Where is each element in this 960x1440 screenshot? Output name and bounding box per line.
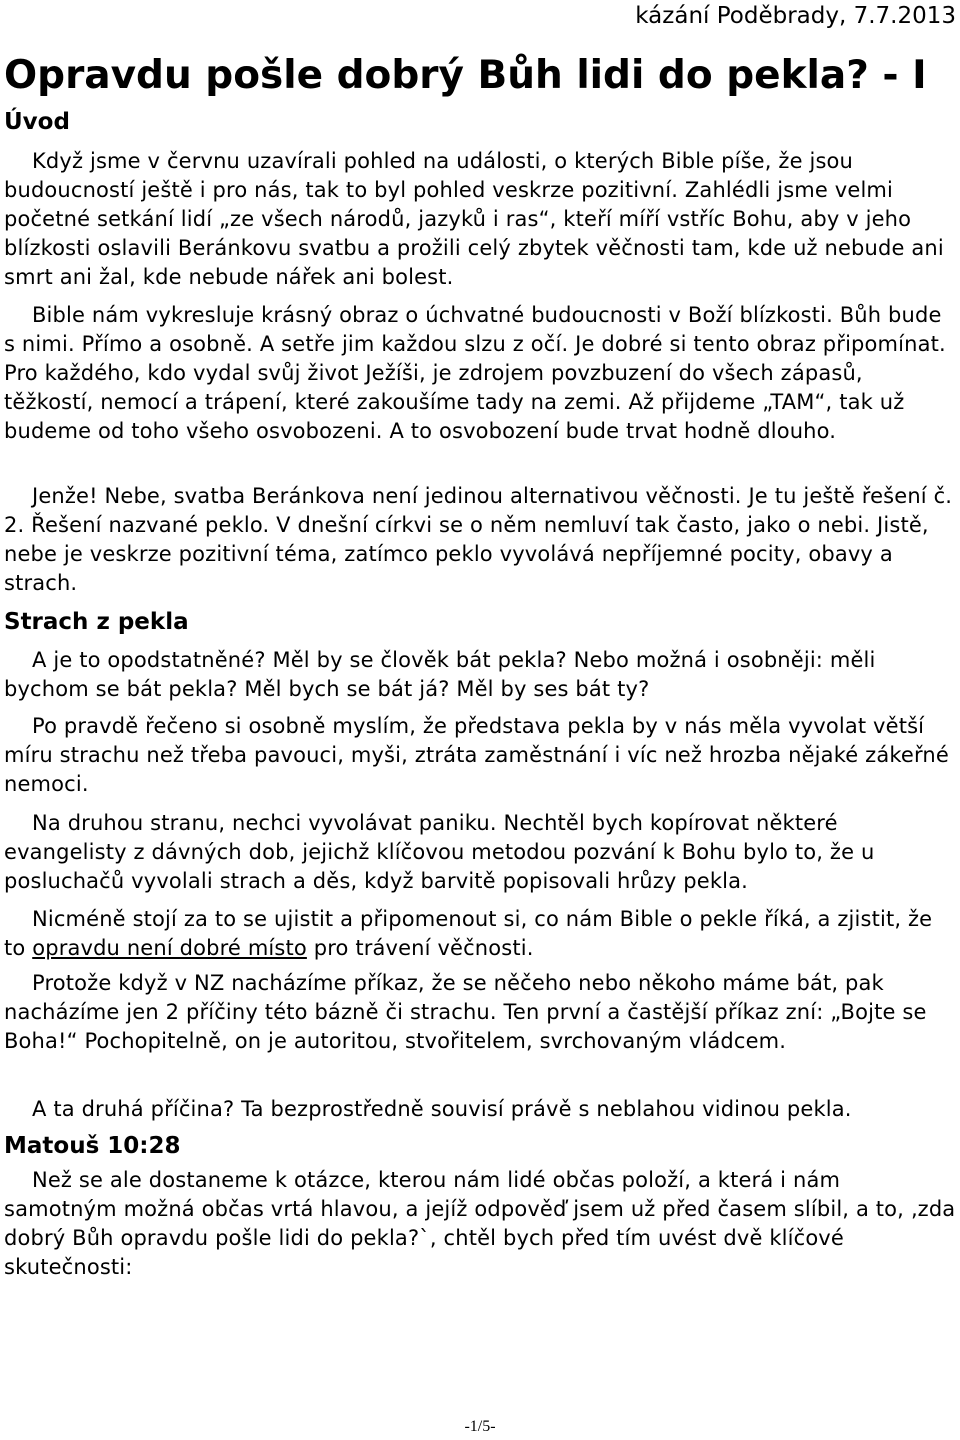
- paragraph-strach-1: A je to opodstatněné? Měl by se člověk bát pekla? Nebo možná i osobněji: měli bychom se bát pekla? Měl bych se bát já? Měl by ses bát ty?: [4, 648, 876, 701]
- paragraph-uvod-2: Bible nám vykresluje krásný obraz o úchvatné budoucnosti v Boží blízkosti. Bůh bude s nimi. Přímo a osobně. A setře jim každou slzu z očí. Je dobré si tento obraz připomínat. Pro každého, kdo vydal svůj život Ježíši, je zdrojem povzbuzení do všech zápasů, těžkostí, nemocí a trápení, které zakoušíme tady na zemi. Až přijdeme „TAM“, tak už budeme od toho všeho osvobozeni. A to osvobození bude trvat hodně dlouho.: [4, 303, 946, 443]
- header-date-line: kázání Poděbrady, 7.7.2013: [635, 3, 956, 29]
- paragraph-strach-6: A ta druhá příčina? Ta bezprostředně souvisí právě s neblahou vidinou pekla.: [32, 1097, 852, 1121]
- heading-uvod: Úvod: [4, 109, 70, 135]
- page-title: Opravdu pošle dobrý Bůh lidi do pekla? - I: [4, 53, 927, 98]
- paragraph-strach-3: Na druhou stranu, nechci vyvolávat paniku. Nechtěl bych kopírovat některé evangelisty z dávných dob, jejichž klíčovou metodou pozvání k Bohu bylo to, že u posluchačů vyvolali strach a děs, když barvitě popisovali hrůzy pekla.: [4, 811, 875, 893]
- page-number: -1/5-: [464, 1418, 496, 1435]
- heading-matous: Matouš 10:28: [4, 1133, 181, 1159]
- paragraph-uvod-3: Jenže! Nebe, svatba Beránkova není jedinou alternativou věčnosti. Je tu ještě řešení č. 2. Řešení nazvané peklo. V dnešní církvi se o něm nemluví tak často, jako o nebi. Jistě, nebe je veskrze pozitivní téma, zatímco peklo vyvolává nepříjemné pocity, obavy a strach.: [4, 484, 953, 595]
- underlined-phrase: opravdu není dobré místo: [32, 936, 307, 960]
- paragraph-strach-4-text-a: Nicméně stojí za to se ujistit a připomenout si, co nám Bible o pekle říká, a zjistit, že to: [4, 907, 933, 960]
- paragraph-uvod-1: Když jsme v červnu uzavírali pohled na události, o kterých Bible píše, že jsou budoucností ještě i pro nás, tak to byl pohled veskrze pozitivní. Zahlédli jsme velmi početné setkání lidí „ze všech národů, jazyků i ras“, kteří míří vstříc Bohu, aby v jeho blízkosti oslavili Beránkovu svatbu a prožili celý zbytek věčnosti tam, kde už nebude ani smrt ani žal, kde nebude nářek ani bolest.: [4, 149, 944, 289]
- paragraph-matous-1: Než se ale dostaneme k otázce, kterou nám lidé občas položí, a která i nám samotným možná občas vrtá hlavou, a jejíž odpověď jsem už před časem slíbil, a to, ‚zda dobrý Bůh opravdu pošle lidi do pekla?`, chtěl bych před tím uvést dvě klíčové skutečnosti:: [4, 1168, 956, 1279]
- paragraph-strach-4-text-b: pro trávení věčnosti.: [306, 936, 534, 960]
- paragraph-strach-4: [4, 905, 956, 963]
- heading-strach-z-pekla: Strach z pekla: [4, 609, 189, 635]
- paragraph-strach-2: Po pravdě řečeno si osobně myslím, že představa pekla by v nás měla vyvolat větší míru strachu než třeba pavouci, myši, ztráta zaměstnání i víc než hrozba nějaké zákeřné nemoci.: [4, 714, 949, 796]
- paragraph-strach-5: Protože když v NZ nacházíme příkaz, že se něčeho nebo někoho máme bát, pak nacházíme jen 2 příčiny této bázně či strachu. Ten první a častější příkaz zní: „Bojte se Boha!“ Pochopitelně, on je autoritou, stvořitelem, svrchovaným vládcem.: [4, 971, 927, 1053]
